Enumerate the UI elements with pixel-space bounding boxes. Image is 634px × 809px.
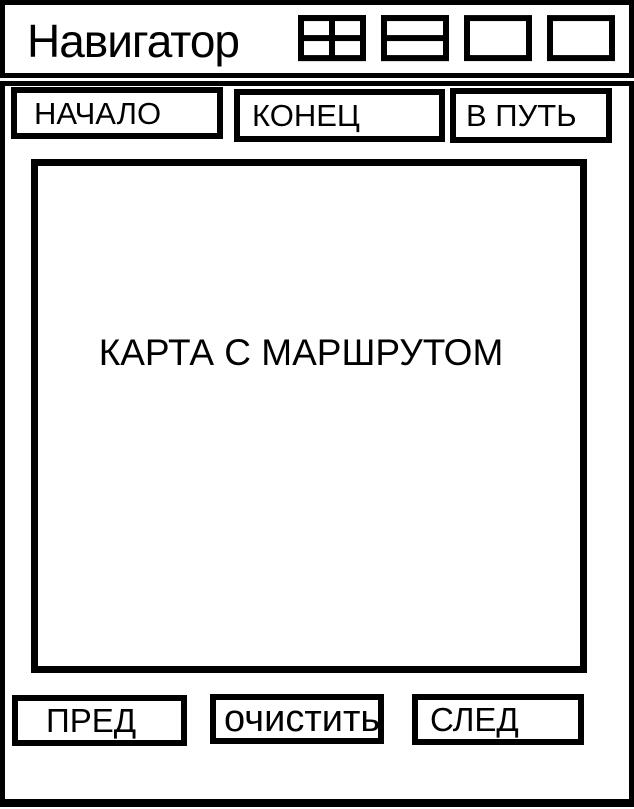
window-title: Навигатор <box>27 15 239 67</box>
start-field-button[interactable]: НАЧАЛО <box>11 87 223 139</box>
next-button[interactable]: СЛЕД <box>412 694 584 745</box>
end-field-button[interactable]: КОНЕЦ <box>234 89 445 142</box>
window-blank-icon[interactable] <box>464 15 532 61</box>
clear-button[interactable]: очистить <box>210 694 384 744</box>
row-pane <box>387 41 443 55</box>
window-split-rows-icon[interactable] <box>381 15 449 61</box>
window-blank-icon[interactable] <box>547 15 615 61</box>
prev-button[interactable]: ПРЕД <box>12 695 187 746</box>
go-button[interactable]: В ПУТЬ <box>450 88 612 143</box>
map-area[interactable] <box>31 159 587 673</box>
titlebar-icons <box>298 15 615 61</box>
grid-pane <box>335 41 360 55</box>
titlebar <box>0 0 634 78</box>
grid-pane <box>304 41 329 55</box>
row-pane <box>387 21 443 35</box>
grid-pane <box>335 21 360 35</box>
window-grid-2x2-icon[interactable] <box>298 15 366 61</box>
map-placeholder-label: КАРТА С МАРШРУТОМ <box>98 331 504 373</box>
grid-pane <box>304 21 329 35</box>
